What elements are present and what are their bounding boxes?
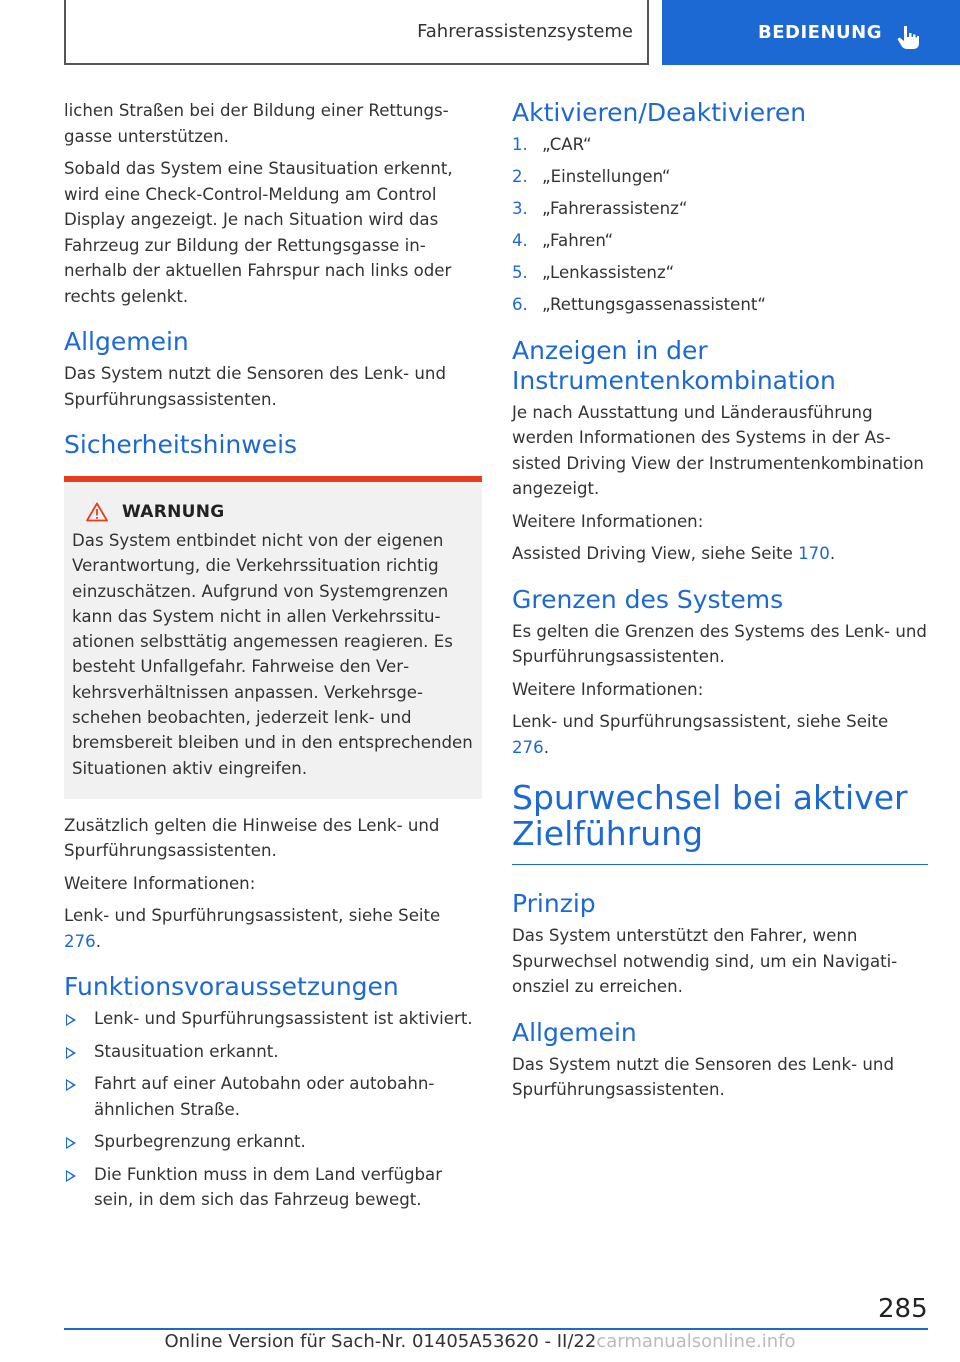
header-section-tab	[64, 0, 649, 65]
allgemein-heading: Allgemein	[64, 327, 189, 356]
intro-paragraph-1: lichen Straßen bei der Bildung einer Rettungsgasse unterstützen.	[64, 101, 449, 146]
list-item: 3. „Fahrerassistenz“	[512, 199, 688, 218]
funktionsvoraussetzungen-heading: Funktionsvoraussetzungen	[64, 972, 399, 1002]
triangle-bullet-icon	[66, 1047, 76, 1059]
grenzen-heading: Grenzen des Systems	[512, 584, 784, 614]
hinweise-text: Zusätzlich gelten die Hinweise des Lenk- und Spurführungsassistenten.	[64, 815, 440, 861]
warning-triangle-icon	[86, 502, 108, 522]
triangle-bullet-icon	[66, 1014, 76, 1026]
list-item: 1. „CAR“	[512, 135, 592, 154]
online-version-text: Online Version für Sach-Nr. 01405A53620 - II/22	[164, 1331, 597, 1352]
triangle-bullet-icon	[66, 1170, 76, 1182]
list-item: Spurbegrenzung erkannt.	[64, 1129, 482, 1155]
grenzen-text: Es gelten die Grenzen des Systems des Lenk- und Spurführungsassistenten.	[512, 621, 927, 666]
lenk-reference-end: .	[95, 931, 101, 951]
list-item: Die Funktion muss in dem Land verfügbar sein, in dem sich das Fahrzeug bewegt.	[64, 1162, 482, 1213]
warning-title: WARNUNG	[122, 502, 225, 522]
page-number: 285	[878, 1294, 928, 1324]
assisted-reference: Assisted Driving View, siehe Seite 170.	[512, 544, 836, 563]
anzeigen-heading: Anzeigen in der Instrumentenkombination	[512, 335, 836, 395]
right-column	[512, 98, 928, 1110]
weitere-informationen-label: Weitere Informationen:	[512, 679, 704, 699]
allgemein-heading: Allgemein	[512, 1017, 637, 1047]
allgemein-text: Das System nutzt die Sensoren des Lenk- und Spurführungsassistenten.	[512, 1054, 894, 1099]
aktivieren-heading: Aktivieren/Deaktivieren	[512, 98, 807, 127]
prinzip-text: Das System unterstützt den Fahrer, wenn Spurwechsel notwendig sind, um ein Navigationsziel zu erreichen.	[512, 926, 898, 996]
page-link-276[interactable]: 276	[512, 737, 544, 757]
prinzip-heading: Prinzip	[512, 889, 596, 918]
triangle-bullet-icon	[66, 1079, 76, 1091]
footer-online-version	[0, 1331, 960, 1352]
allgemein-text: Das System nutzt die Sensoren des Lenk- und Spurführungsassistenten.	[64, 364, 446, 409]
left-column	[64, 98, 482, 1220]
warning-box	[64, 476, 482, 799]
activation-steps	[512, 132, 928, 318]
warning-text: Das System entbindet nicht von der eigenen Verantwortung, die Verkehrssituation richtig einzuschätzen. Aufgrund von Systemgrenzen kann das System nicht in allen Verkehrssituationen selbsttätig angemessen reagieren. Es besteht Unfallgefahr. Fahrweise den Verkehrsverhältnissen anpassen. Verkehrsgeschehen beobachten, jederzeit lenk- und bremsbereit bleiben und in den entsprechenden Situationen aktiv eingreifen.	[72, 531, 473, 778]
list-item: 6. „Rettungsgassenassistent“	[512, 295, 766, 314]
page-link-170[interactable]: 170	[798, 544, 830, 563]
list-item: Lenk- und Spurführungsassistent ist aktiviert.	[64, 1006, 482, 1032]
weitere-informationen-label: Weitere Informationen:	[64, 873, 256, 893]
weitere-informationen-label: Weitere Informationen:	[512, 511, 704, 531]
triangle-bullet-icon	[66, 1137, 76, 1149]
list-item: Stausituation erkannt.	[64, 1039, 482, 1065]
list-item: 5. „Lenkassistenz“	[512, 263, 675, 282]
chapter-title: BEDIENUNG	[758, 22, 882, 43]
warning-title-row	[72, 502, 474, 522]
anzeigen-text: Je nach Ausstattung und Länderausführung werden Informationen des Systems in der Assisted Driving View der Instrumentenkombination angezeigt.	[512, 402, 924, 498]
requirements-list	[64, 1006, 482, 1213]
lenk-reference-text: Lenk- und Spurführungsassistent, siehe Seite	[64, 906, 441, 926]
footer-divider	[64, 1328, 928, 1330]
list-item: Fahrt auf einer Autobahn oder autobahnähnlichen Straße.	[64, 1071, 482, 1122]
watermark: carmanualsonline.info	[596, 1331, 796, 1352]
sicherheitshinweis-heading: Sicherheitshinweis	[64, 430, 298, 459]
intro-paragraph-2: Sobald das System eine Stausituation erkennt, wird eine Check-Control-Meldung am Control Display angezeigt. Je nach Situation wird das Fahrzeug zur Bildung der Rettungsgasse innerhalb der aktuellen Fahrspur nach links oder rechts gelenkt.	[64, 159, 453, 306]
section-title: Fahrerassistenzsysteme	[417, 21, 633, 42]
page-link-276[interactable]: 276	[64, 931, 96, 951]
lenk-reference	[64, 903, 482, 954]
list-item: 4. „Fahren“	[512, 231, 614, 250]
header-chapter-tab	[662, 0, 960, 65]
list-item: 2. „Einstellungen“	[512, 167, 671, 186]
lenk-reference: Lenk- und Spurführungsassistent, siehe Seite 276.	[512, 712, 889, 757]
spurwechsel-heading: Spurwechsel bei aktiver Zielführung	[512, 780, 928, 865]
hand-pointer-icon	[895, 24, 921, 50]
